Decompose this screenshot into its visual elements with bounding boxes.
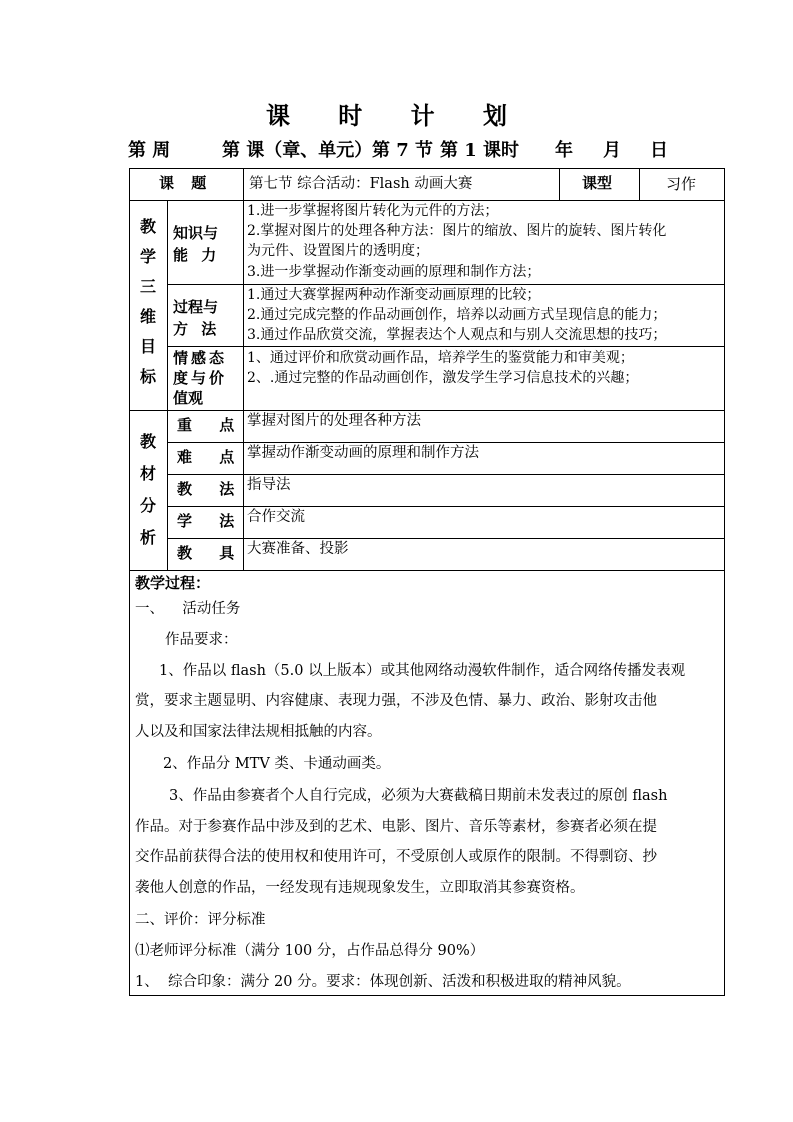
learning-method-value: 合作交流 [247,509,305,525]
material-char: 析 [139,528,156,547]
divider [243,168,244,570]
process-line: 3.通过作品欣赏交流，掌握表达个人观点和与别人交流思想的技巧； [247,327,667,343]
divider [167,442,725,443]
requirement-text: 袭他人创意的作品，一经发现有违规现象发生，立即取消其参赛资格。 [135,880,585,896]
goals-char: 维 [139,307,156,326]
goals-char: 目 [139,337,156,356]
emotion-label [173,348,227,408]
knowledge-label-line: 能 力 [173,246,221,264]
week-field: 第 周 [128,140,171,161]
process-label [173,296,220,340]
criteria-heading: ⑴老师评分标准（满分 100 分，占作品总得分 90%） [135,943,485,959]
divider [167,346,725,347]
knowledge-label-line: 知识与 [173,224,219,242]
knowledge-line: 为元件、设置图片的透明度； [247,243,429,259]
section-field: 第 7 节 [372,140,434,161]
process-line: 2.通过完成完整的作品动画创作，培养以动画方式呈现信息的能力； [247,307,667,323]
divider [129,570,725,571]
topic-label: 课 题 [159,174,213,192]
divider [639,168,640,200]
goals-char: 标 [139,367,156,386]
process-heading: 教学过程： [135,574,211,592]
knowledge-line: 3.进一步掌握动作渐变动画的原理和制作方法； [247,264,541,280]
lesson-type-value: 习作 [666,175,697,193]
topic-value: 第七节 综合活动：Flash 动画大赛 [249,176,473,192]
divider [559,168,560,200]
emotion-label-line: 度与价 [173,369,228,387]
section-activity-task: 一、 活动任务 [135,601,241,617]
process-label-line: 方 法 [173,320,221,338]
material-char: 教 [139,432,156,451]
teaching-aids-value: 大赛准备、投影 [247,541,349,557]
emotion-line: 2、.通过完整的作品动画创作，激发学生学习信息技术的兴趣； [247,370,639,386]
section-evaluation: 二、评价：评分标准 [135,912,266,928]
divider [129,200,725,201]
emotion-line: 1、通过评价和欣赏动画作品，培养学生的鉴赏能力和审美观； [247,350,634,366]
year-field: 年 [555,140,573,161]
lesson-plan-sheet [129,168,725,996]
lesson-info-line [0,136,793,166]
month-field: 月 [603,140,621,161]
divider [167,284,725,285]
criteria-item: 1、 综合印象：满分 20 分。要求：体现创新、活泼和积极进取的精神风貌。 [135,974,631,990]
knowledge-label [173,222,220,266]
divider [129,410,725,411]
requirement-text: 交作品前获得合法的使用权和使用许可，不受原创人或原作的限制。不得剽窃、抄 [135,849,657,865]
emotion-label-line: 情感态 [173,349,228,367]
divider [167,538,725,539]
knowledge-line: 2.掌握对图片的处理各种方法：图片的缩放、图片的旋转、图片转化 [247,223,667,239]
lesson-field: 第 课（章、单元） [222,140,373,161]
difficulty-label: 难 点 [177,448,235,466]
requirement-text: 2、作品分 MTV 类、卡通动画类。 [163,756,391,772]
outer-border-left [129,168,130,996]
outer-border-right [724,168,725,996]
material-char: 分 [139,496,156,515]
goals-char: 学 [139,247,156,266]
requirement-text: 作品。对于参赛作品中涉及到的艺术、电影、图片、音乐等素材，参赛者必须在提 [135,819,657,835]
goals-group-label [136,212,160,392]
key-point-label: 重 点 [177,416,235,434]
knowledge-line: 1.进一步掌握将图片转化为元件的方法； [247,203,499,219]
outer-border-top [129,168,725,169]
difficulty-value: 掌握动作渐变动画的原理和制作方法 [247,445,479,461]
requirement-text: 赏，要求主题显明、内容健康、表现力强，不涉及色情、暴力、政治、影射攻击他 [135,693,657,709]
divider [167,200,168,570]
teaching-method-label: 教 法 [177,480,235,498]
material-char: 材 [139,464,156,483]
outer-border-bottom [129,995,725,996]
lesson-type-label: 课型 [582,174,613,192]
day-field: 日 [650,140,668,161]
goals-char: 三 [139,277,156,296]
teaching-aids-label: 教 具 [177,544,235,562]
page-title: 课 时 计 划 [265,101,528,130]
process-line: 1.通过大赛掌握两种动作渐变动画原理的比较； [247,287,541,303]
emotion-label-line: 值观 [173,389,204,407]
period-field: 第 1 课时 [440,140,520,161]
requirement-text: 3、作品由参赛者个人自行完成，必须为大赛截稿日期前未发表过的原创 flash [169,788,668,804]
requirements-heading: 作品要求： [165,632,238,648]
divider [167,474,725,475]
key-point-value: 掌握对图片的处理各种方法 [247,413,421,429]
teaching-method-value: 指导法 [247,477,291,493]
divider [167,506,725,507]
requirement-text: 人以及和国家法律法规相抵触的内容。 [135,724,382,740]
material-group-label [136,426,160,554]
process-label-line: 过程与 [173,298,219,316]
requirement-text: 1、作品以 flash（5.0 以上版本）或其他网络动漫软件制作，适合网络传播发表观 [159,663,686,679]
learning-method-label: 学 法 [177,512,235,530]
goals-char: 教 [139,217,156,236]
